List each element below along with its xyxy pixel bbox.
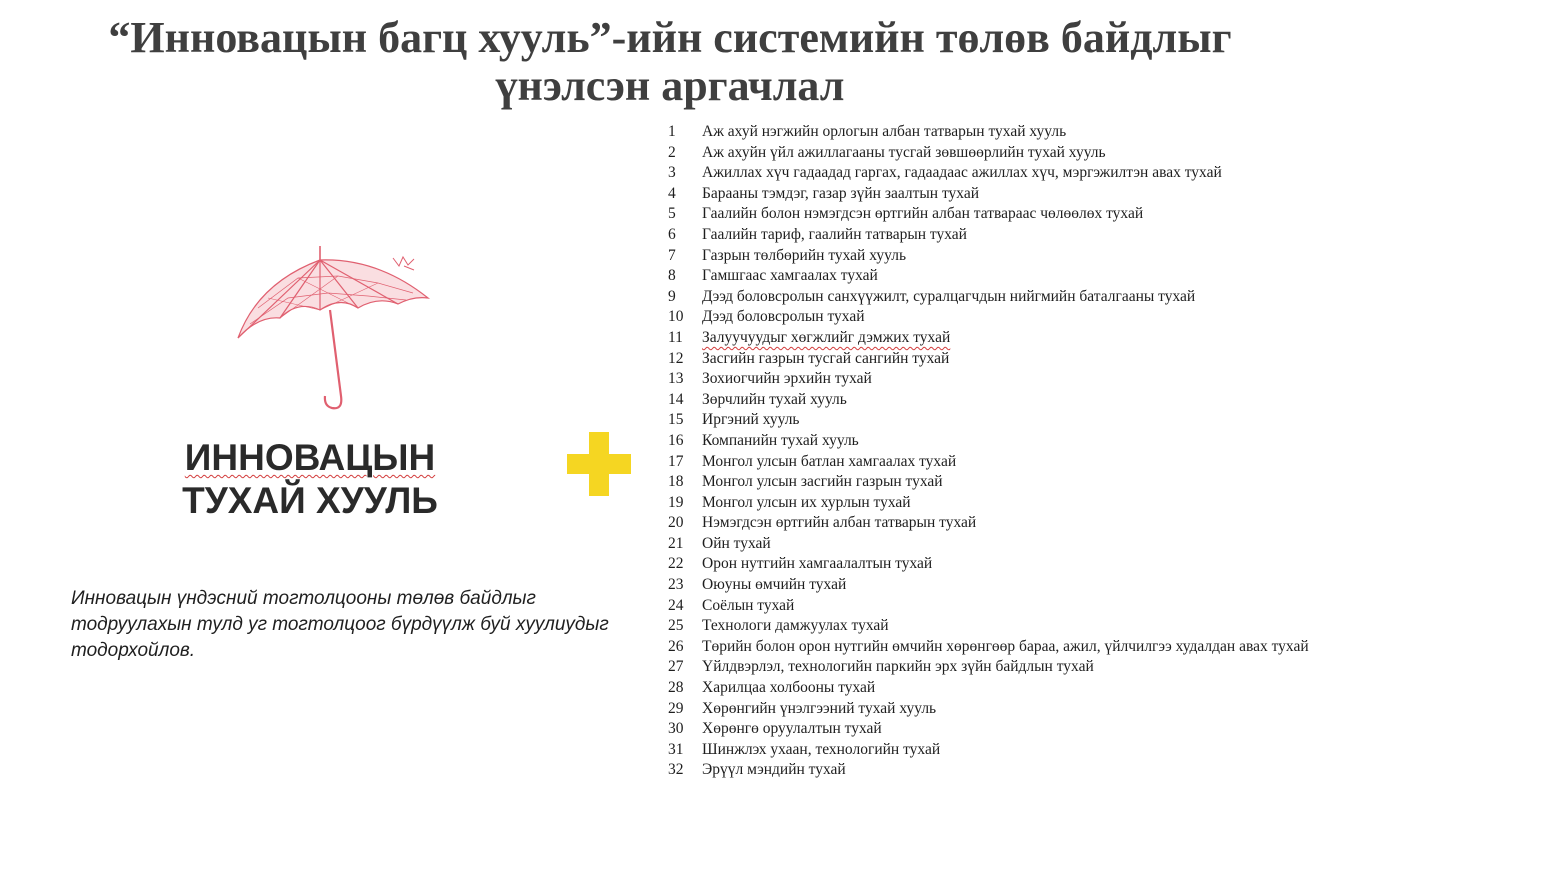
law-number: 13 — [668, 370, 684, 388]
law-list-item — [668, 472, 1309, 493]
law-number: 21 — [668, 534, 684, 552]
law-list-item — [668, 760, 1309, 781]
law-title: Газрын төлбөрийн тухай хууль — [702, 246, 907, 264]
law-list-item — [668, 431, 1309, 452]
law-title: Нэмэгдсэн өртгийн албан татварын тухай — [702, 514, 977, 532]
law-number: 28 — [668, 679, 684, 697]
plus-icon — [565, 430, 633, 498]
law-title: Аж ахуй нэгжийн орлогын албан татварын тухай хууль — [702, 123, 1067, 140]
law-title: Гаалийн тариф, гаалийн татварын тухай — [702, 225, 967, 243]
law-title: Аж ахуйн үйл ажиллагааны тусгай зөвшөөрлийн тухай хууль — [702, 143, 1106, 161]
law-list-item — [668, 513, 1309, 534]
law-number: 9 — [668, 287, 676, 305]
law-title: Засгийн газрын тусгай сангийн тухай — [702, 349, 950, 367]
law-list-item — [668, 699, 1309, 720]
law-number: 3 — [668, 164, 676, 182]
law-list-item — [668, 719, 1309, 740]
law-title: Оюуны өмчийн тухай — [702, 576, 847, 594]
law-list-item — [668, 452, 1309, 473]
law-title: Гамшгаас хамгаалах тухай — [702, 267, 878, 285]
law-name-line-2: ТУХАЙ ХУУЛЬ — [182, 480, 438, 521]
law-number: 18 — [668, 473, 684, 491]
law-list-item — [668, 657, 1309, 678]
law-title: Залуучуудыг хөгжлийг дэмжих тухай — [702, 328, 951, 346]
law-number: 16 — [668, 431, 684, 449]
law-list-item — [668, 307, 1309, 328]
law-list-item — [668, 740, 1309, 761]
law-number: 2 — [668, 143, 676, 161]
law-list-item — [668, 369, 1309, 390]
law-list-item — [668, 246, 1309, 267]
law-list-item — [668, 266, 1309, 287]
law-title: Монгол улсын батлан хамгаалах тухай — [702, 452, 957, 470]
law-number: 11 — [668, 328, 683, 346]
law-title: Зөрчлийн тухай хууль — [702, 390, 847, 408]
law-title: Эрүүл мэндийн тухай — [702, 761, 846, 779]
law-list-item — [668, 493, 1309, 514]
law-number: 15 — [668, 411, 684, 429]
law-number: 19 — [668, 493, 684, 511]
page-title-line-1: “Инновацын багц хууль”-ийн системийн төлөв байдлыг — [108, 13, 1232, 62]
law-list-item — [668, 637, 1309, 658]
law-number: 23 — [668, 576, 684, 594]
law-number: 20 — [668, 514, 684, 532]
law-number: 7 — [668, 246, 676, 264]
law-list-item — [668, 287, 1309, 308]
law-title: Ойн тухай — [702, 534, 771, 552]
law-number: 1 — [668, 123, 676, 140]
law-title: Гаалийн болон нэмэгдсэн өртгийн албан татвараас чөлөөлөх тухай — [702, 205, 1144, 223]
law-title: Харилцаа холбооны тухай — [702, 679, 876, 697]
law-number: 8 — [668, 267, 676, 285]
law-title: Шинжлэх ухаан, технологийн тухай — [702, 740, 941, 758]
law-list-item — [668, 554, 1309, 575]
law-title: Компанийн тухай хууль — [702, 431, 859, 449]
law-number: 14 — [668, 390, 684, 408]
description-text: Инновацын үндэсний тогтолцооны төлөв байдлыг тодруулахын тулд уг тогтолцоог бүрдүүлж буй хуулиудыг тодорхойлов. — [71, 588, 609, 661]
page-title-line-2: үнэлсэн аргачлал — [495, 61, 845, 110]
law-title: Монгол улсын засгийн газрын тухай — [702, 473, 943, 491]
law-title: Дээд боловсролын санхүүжилт, суралцагчдын нийгмийн баталгааны тухай — [702, 287, 1196, 305]
law-number: 17 — [668, 452, 684, 470]
law-number: 12 — [668, 349, 684, 367]
law-number: 5 — [668, 205, 676, 223]
law-number: 10 — [668, 308, 684, 326]
law-list-item — [668, 349, 1309, 370]
umbrella-icon — [228, 238, 438, 416]
law-title: Үйлдвэрлэл, технологийн паркийн эрх зүйн байдлын тухай — [702, 658, 1094, 676]
law-name-heading — [160, 436, 460, 522]
law-list-item — [668, 390, 1309, 411]
law-list-item — [668, 575, 1309, 596]
law-title: Ажиллах хүч гадаадад гаргах, гадаадаас ажиллах хүч, мэргэжилтэн авах тухай — [702, 164, 1222, 182]
law-number: 27 — [668, 658, 684, 676]
law-title: Зохиогчийн эрхийн тухай — [702, 370, 872, 388]
law-list-item — [668, 328, 1309, 349]
law-list-item — [668, 616, 1309, 637]
page-title — [0, 14, 1340, 110]
law-list-item — [668, 204, 1309, 225]
law-title: Дээд боловсролын тухай — [702, 308, 865, 326]
law-number: 4 — [668, 184, 676, 202]
law-number: 29 — [668, 699, 684, 717]
law-list-item — [668, 596, 1309, 617]
law-number: 26 — [668, 637, 684, 655]
law-list-item — [668, 534, 1309, 555]
law-list-item — [668, 184, 1309, 205]
law-number: 22 — [668, 555, 684, 573]
law-number: 31 — [668, 740, 684, 758]
law-number: 30 — [668, 720, 684, 738]
law-title: Хөрөнгийн үнэлгээний тухай хууль — [702, 699, 937, 717]
law-title: Төрийн болон орон нутгийн өмчийн хөрөнгөөр бараа, ажил, үйлчилгээ худалдан авах тухай — [702, 637, 1309, 655]
law-list-item — [668, 143, 1309, 164]
law-list-item — [668, 163, 1309, 184]
law-list-item — [668, 410, 1309, 431]
law-number: 25 — [668, 617, 684, 635]
law-list-item — [668, 122, 1309, 143]
law-number: 24 — [668, 596, 684, 614]
law-number: 32 — [668, 761, 684, 779]
law-title: Иргэний хууль — [702, 411, 800, 429]
law-title: Монгол улсын их хурлын тухай — [702, 493, 911, 511]
law-name-line-1: ИННОВАЦЫН — [184, 437, 436, 478]
law-title: Технологи дамжуулах тухай — [702, 617, 889, 635]
law-list — [668, 122, 1309, 781]
law-title: Соёлын тухай — [702, 596, 795, 614]
law-list-item — [668, 225, 1309, 246]
law-title: Хөрөнгө оруулалтын тухай — [702, 720, 882, 738]
law-list-item — [668, 678, 1309, 699]
law-title: Орон нутгийн хамгаалалтын тухай — [702, 555, 933, 573]
law-number: 6 — [668, 225, 676, 243]
law-title: Барааны тэмдэг, газар зүйн заалтын тухай — [702, 184, 979, 202]
